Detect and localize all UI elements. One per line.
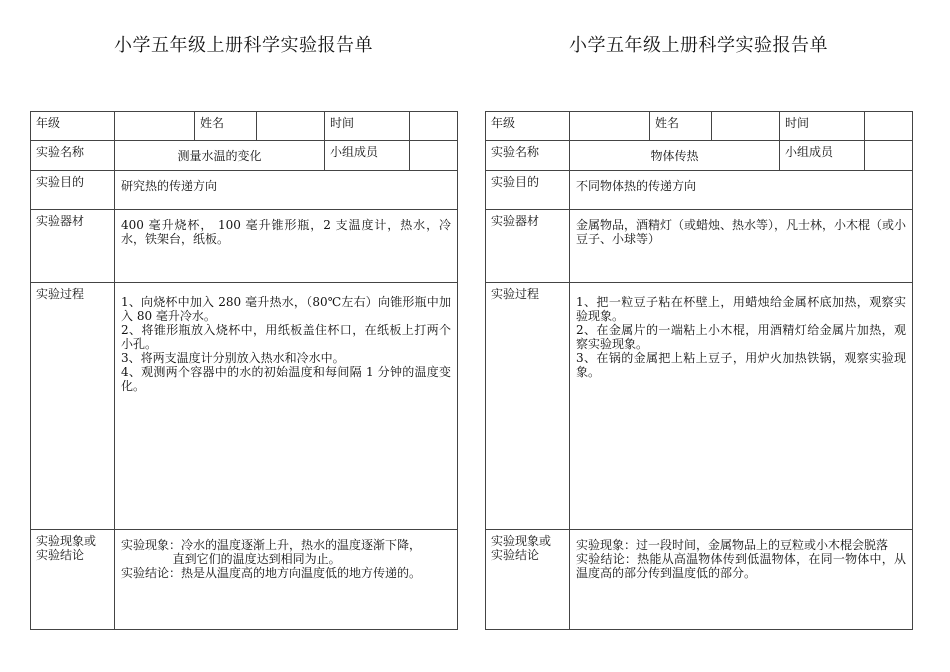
name-field[interactable] (257, 112, 325, 141)
process-value (570, 283, 913, 530)
time-field[interactable] (865, 112, 913, 141)
time-label: 时间 (325, 112, 410, 141)
result-line: 直到它们的温度达到相同为止。 (172, 552, 341, 566)
process-step: 1、把一粒豆子粘在杯壁上，用蜡烛给金属杯底加热，观察实验现象。 (576, 295, 906, 323)
sheet-title: 小学五年级上册科学实验报告单 (114, 35, 373, 56)
name-label: 姓名 (650, 112, 712, 141)
process-value (115, 283, 458, 530)
process-step: 1、向烧杯中加入 280 毫升热水，（80℃左右）向锥形瓶中加入 80 毫升冷水。 (121, 295, 451, 323)
result-label: 实验现象或 实验结论 (31, 530, 115, 630)
process-step: 3、在锅的金属把上粘上豆子，用炉火加热铁锅，观察实验现象。 (576, 351, 906, 379)
result-line: 实验结论：热能从高温物体传到低温物体，在同一物体中，从温度高的部分传到温度低的部分。 (576, 552, 906, 580)
process-step: 2、将锥形瓶放入烧杯中，用纸板盖住杯口，在纸板上打两个小孔。 (121, 323, 451, 351)
group-members-field[interactable] (410, 141, 458, 171)
equipment-label: 实验器材 (31, 210, 115, 283)
experiment-name-value: 物体传热 (570, 141, 780, 171)
group-members-label: 小组成员 (780, 141, 865, 171)
purpose-label: 实验目的 (31, 171, 115, 210)
result-label: 实验现象或 实验结论 (486, 530, 570, 630)
equipment-label: 实验器材 (486, 210, 570, 283)
experiment-name-value: 测量水温的变化 (115, 141, 325, 171)
group-members-label: 小组成员 (325, 141, 410, 171)
purpose-label: 实验目的 (486, 171, 570, 210)
purpose-value: 不同物体热的传递方向 (570, 171, 913, 210)
group-members-field[interactable] (865, 141, 913, 171)
process-step: 4、观测两个容器中的水的初始温度和每间隔 1 分钟的温度变化。 (121, 365, 451, 393)
purpose-value: 研究热的传递方向 (115, 171, 458, 210)
grade-field[interactable] (115, 112, 195, 141)
result-line: 实验结论：热是从温度高的地方向温度低的地方传递的。 (121, 566, 422, 580)
time-field[interactable] (410, 112, 458, 141)
result-line: 实验现象：冷水的温度逐渐上升，热水的温度逐渐下降， (121, 538, 422, 552)
equipment-value: 金属物品，酒精灯（或蜡烛、热水等），凡士林，小木棍（或小豆子、小球等） (570, 210, 913, 283)
report-table (485, 111, 913, 630)
grade-label: 年级 (31, 112, 115, 141)
process-step: 3、将两支温度计分别放入热水和冷水中。 (121, 351, 345, 365)
result-line: 实验现象：过一段时间，金属物品上的豆粒或小木棍会脱落 (576, 538, 889, 552)
name-label: 姓名 (195, 112, 257, 141)
time-label: 时间 (780, 112, 865, 141)
grade-label: 年级 (486, 112, 570, 141)
process-label: 实验过程 (486, 283, 570, 530)
result-value (570, 530, 913, 630)
grade-field[interactable] (570, 112, 650, 141)
result-value (115, 530, 458, 630)
sheet-title: 小学五年级上册科学实验报告单 (569, 35, 828, 56)
process-step: 2、在金属片的一端粘上小木棍，用酒精灯给金属片加热，观察实验现象。 (576, 323, 906, 351)
experiment-name-label: 实验名称 (31, 141, 115, 171)
equipment-value: 400 毫升烧杯， 100 毫升锥形瓶，2 支温度计，热水，冷水，铁架台，纸板。 (115, 210, 458, 283)
report-table (30, 111, 458, 630)
experiment-name-label: 实验名称 (486, 141, 570, 171)
process-label: 实验过程 (31, 283, 115, 530)
name-field[interactable] (712, 112, 780, 141)
